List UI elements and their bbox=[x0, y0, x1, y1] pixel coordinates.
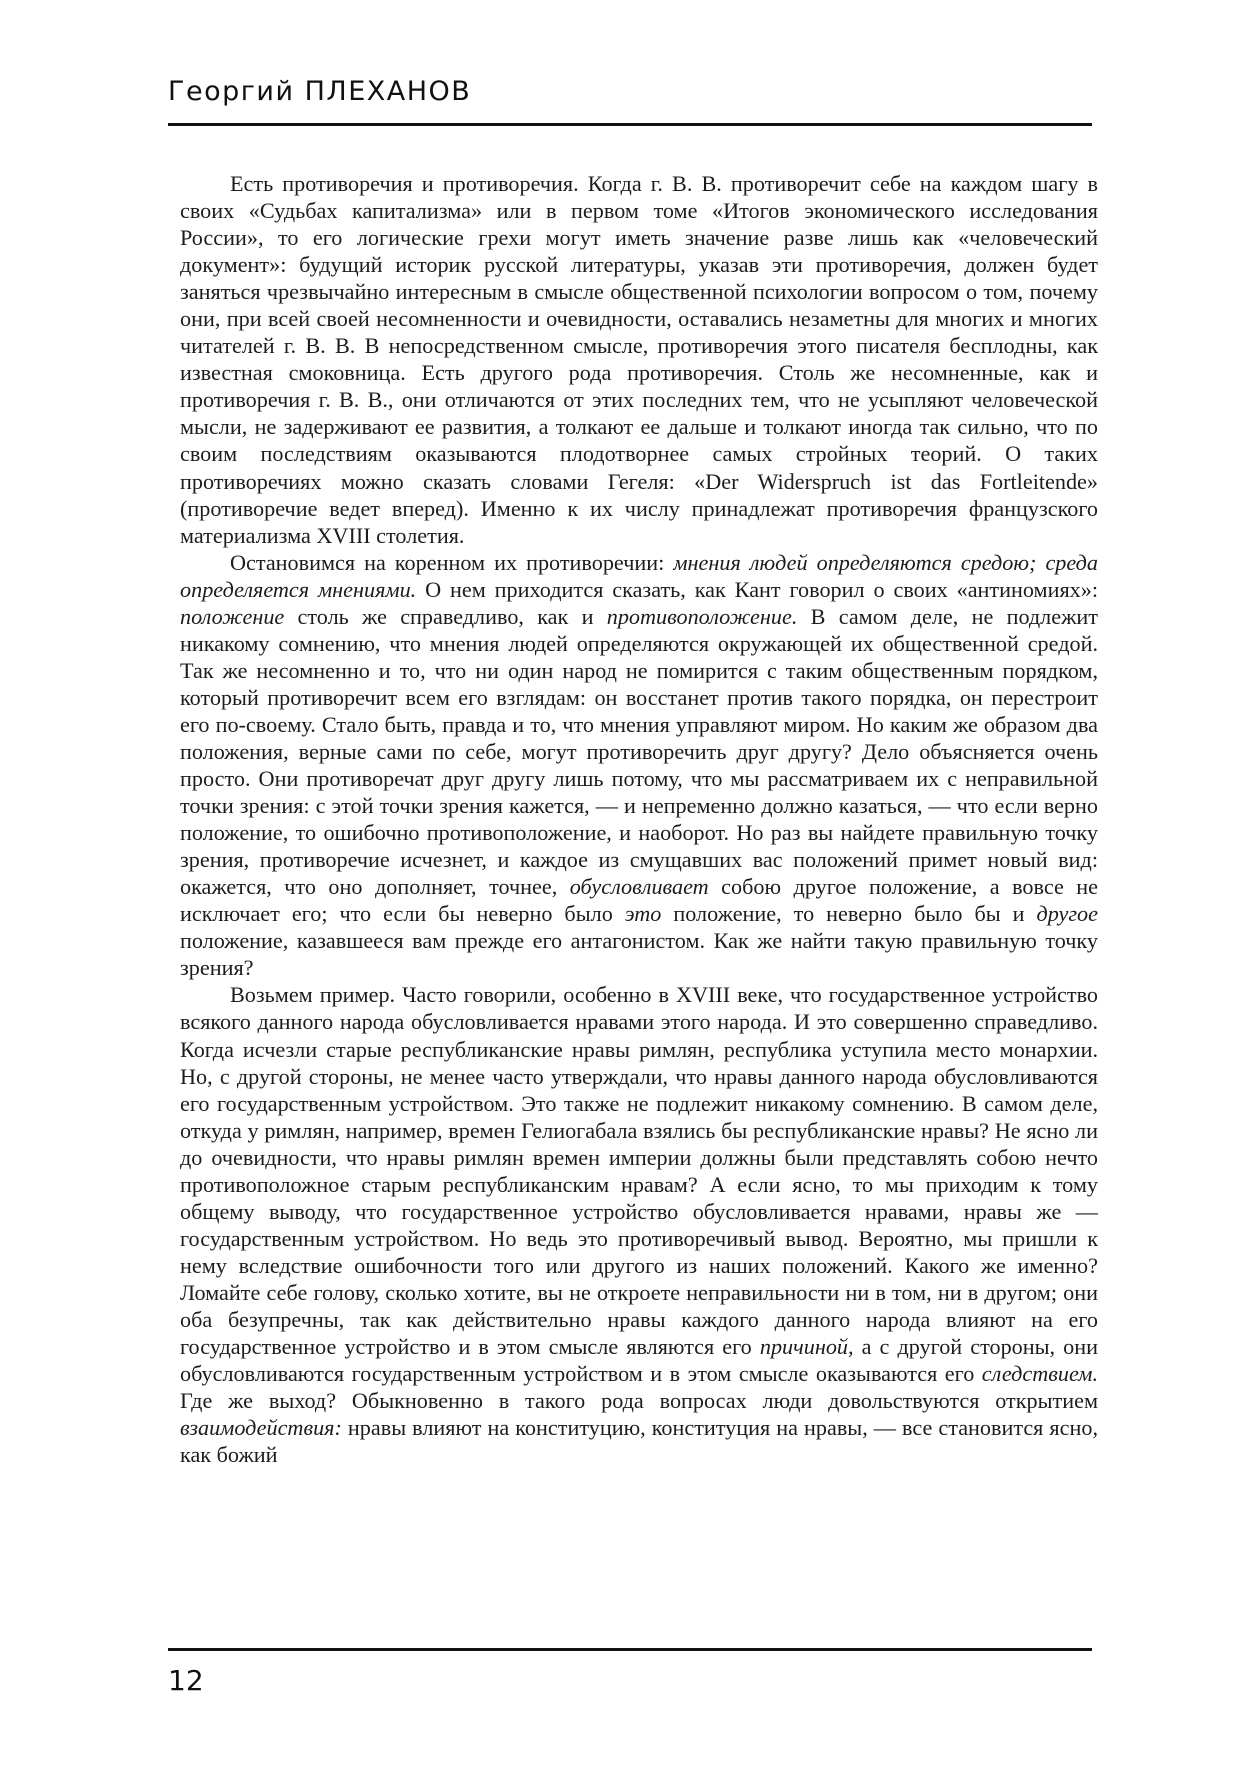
running-head-author: Георгий ПЛЕХАНОВ bbox=[168, 76, 472, 107]
italic-phrase: взаимодействия: bbox=[180, 1415, 342, 1441]
paragraph-text: Остановимся на коренном их противоречии: bbox=[230, 549, 674, 575]
paragraph-text: собою другое положение, а вовсе не исключает его; что если бы неверно было bbox=[180, 874, 1098, 927]
paragraph-1 bbox=[180, 170, 1098, 549]
italic-phrase: это bbox=[624, 901, 662, 927]
paragraph-text: В самом деле, не подлежит никакому сомнению, что мнения людей определяются окружающей их общественной средой. Так же несомненно и то, что ни один народ не помирится с таким общественным порядком, который противоречит всем его взглядам: он восстанет против такого порядка, он перестроит его по-своему. Стало быть, правда и то, что мнения управляют миром. Но каким же образом два положения, верные сами по себе, могут противоречить друг другу? Дело объясняется очень просто. Они противоречат друг другу лишь потому, что мы рассматриваем их с неправильной точки зрения: с этой точки зрения кажется, — и непременно должно казаться, — что если верно положение, то ошибочно противоположение, и наоборот. Но раз вы найдете правильную точку зрения, противоречие исчезнет, и каждое из смущавших вас положений примет новый вид: окажется, что оно дополняет, точнее, bbox=[180, 603, 1099, 900]
italic-phrase: положение bbox=[180, 603, 285, 629]
footer-rule bbox=[168, 1648, 1092, 1651]
paragraph-text: нравы влияют на конституцию, конституция на нравы, — все становится ясно, как божий bbox=[180, 1415, 1098, 1468]
paragraph-text: столь же справедливо, как и bbox=[284, 603, 607, 629]
paragraph-text: положение, то неверно было бы и bbox=[661, 901, 1037, 927]
page-number: 12 bbox=[168, 1664, 204, 1697]
paragraph-text: О нем приходится сказать, как Кант говорил о своих «антиномиях»: bbox=[416, 576, 1098, 602]
italic-phrase: мнения людей определяются средою; среда определяется мнениями. bbox=[180, 549, 1098, 602]
paragraph-text: Где же выход? Обыкновенно в такого рода вопросах люди довольствуются открытием bbox=[180, 1388, 1098, 1414]
italic-phrase: противоположение. bbox=[606, 603, 798, 629]
italic-phrase: другое bbox=[1036, 901, 1098, 927]
paragraph-text: а с другой стороны, они обусловливаются государственным устройством и в этом смысле оказываются его bbox=[180, 1334, 1098, 1387]
italic-phrase: причиной, bbox=[759, 1334, 854, 1360]
italic-phrase: следствием. bbox=[981, 1361, 1098, 1387]
body-text bbox=[180, 170, 1098, 1468]
italic-phrase: обусловливает bbox=[569, 874, 709, 900]
paragraph-2 bbox=[180, 549, 1098, 982]
header-rule bbox=[168, 123, 1092, 126]
paragraph-text: положение, казавшееся вам прежде его антагонистом. Как же найти такую правильную точку зрения? bbox=[180, 928, 1098, 981]
paragraph-text: Есть противоречия и противоречия. Когда г. В. В. противоречит себе на каждом шагу в своих «Судьбах капитализма» или в первом томе «Итогов экономического исследования России», то его логические грехи могут иметь значение разве лишь как «человеческий документ»: будущий историк русской литературы, указав эти противоречия, должен будет заняться чрезвычайно интересным в смысле общественной психологии вопросом о том, почему они, при всей своей несомненности и очевидности, оставались незаметны для многих и многих читателей г. В. В. В непосредственном смысле, противоречия этого писателя бесплодны, как известная смоковница. Есть другого рода противоречия. Столь же несомненные, как и противоречия г. В. В., они отличаются от этих последних тем, что не усыпляют человеческой мысли, не задерживают ее развития, а толкают ее дальше и толкают иногда так сильно, что по своим последствиям оказываются плодотворнее самых стройных теорий. О таких противоречиях можно сказать словами Гегеля: «Der Widerspruch ist das Fortleitende» (противоречие ведет вперед). Именно к их числу принадлежат противоречия французского материализма XVIII столетия. bbox=[180, 171, 1098, 548]
paragraph-3 bbox=[180, 981, 1098, 1468]
paragraph-text: Возьмем пример. Часто говорили, особенно в XVIII веке, что государственное устройство всякого данного народа обусловливается нравами этого народа. И это совершенно справедливо. Когда исчезли старые республиканские нравы римлян, республика уступила место монархии. Но, с другой стороны, не менее часто утверждали, что нравы данного народа обусловливаются его государственным устройством. Это также не подлежит никакому сомнению. В самом деле, откуда у римлян, например, времен Гелиогабала взялись бы республиканские нравы? Не ясно ли до очевидности, что нравы римлян времен империи должны были представлять собою нечто противоположное старым республиканским нравам? А если ясно, то мы приходим к тому общему выводу, что государственное устройство обусловливается нравами, нравы же — государственным устройством. Но ведь это противоречивый вывод. Вероятно, мы пришли к нему вследствие ошибочности того или другого из наших положений. Какого же именно? Ломайте себе голову, сколько хотите, вы не откроете неправильности ни в том, ни в другом; они оба безупречны, так как действительно нравы каждого данного народа влияют на его государственное устройство и в этом смысле являются его bbox=[180, 982, 1098, 1360]
